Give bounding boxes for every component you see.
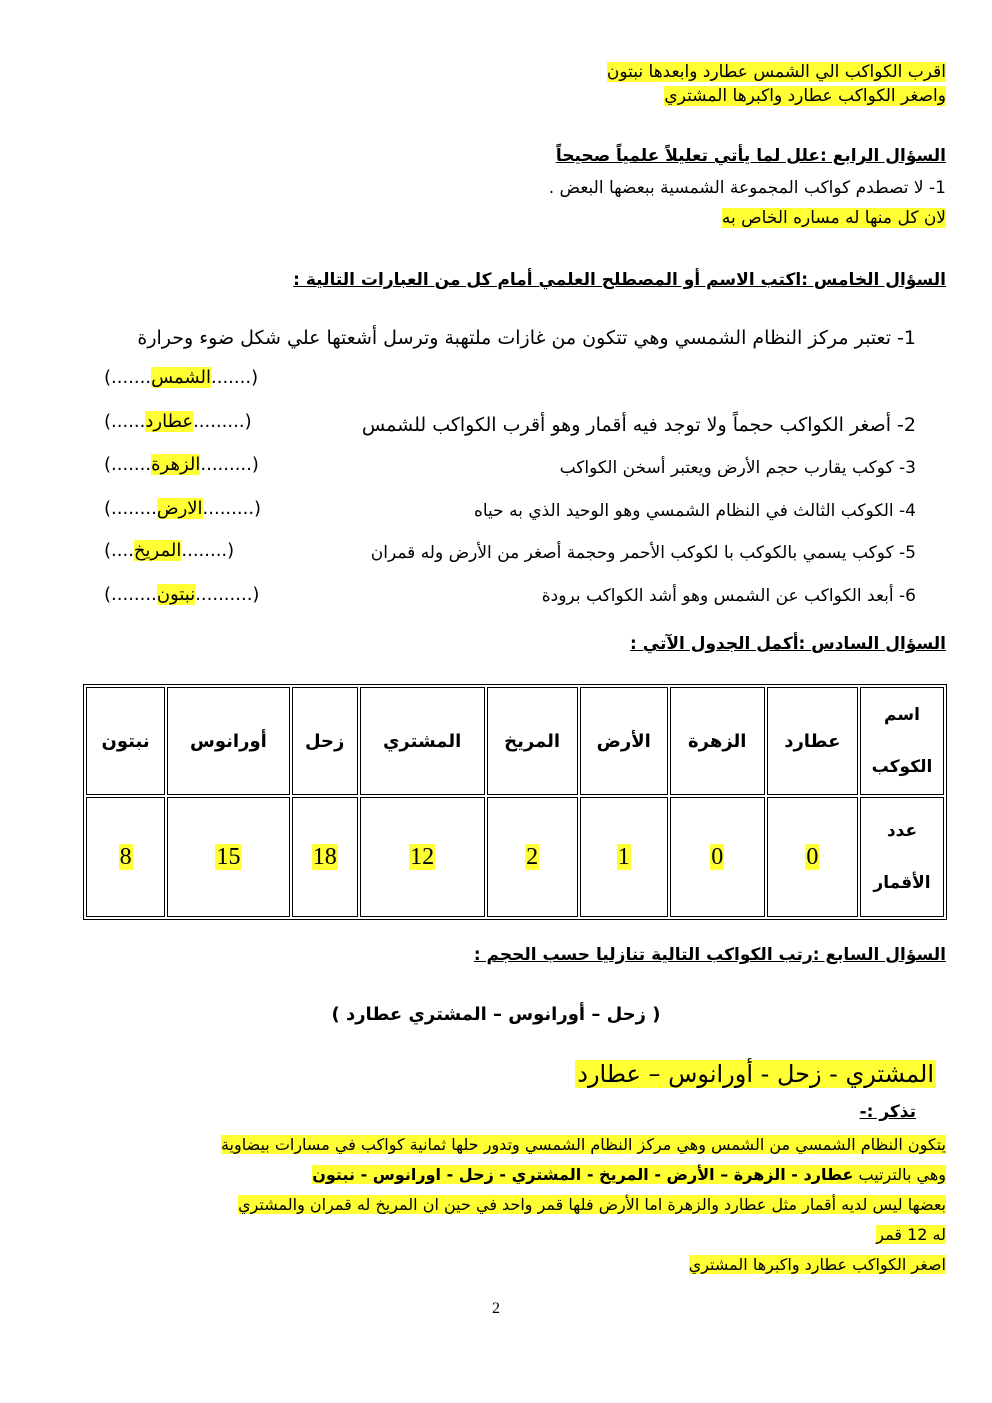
remember-heading: تذكر :-	[859, 1102, 916, 1122]
q5-item-5-text: 5- كوكب يسمي بالكوكب با لكوكب الأحمر وحجمة أصغر من الأرض وله قمران	[370, 543, 916, 563]
remember-line-3: بعضها ليس لديه أقمار مثل عطارد والزهرة اما الأرض فلها قمر واحد في حين ان المريخ له قمران والمشتري	[238, 1195, 946, 1214]
moon-count-cell: 18	[292, 797, 358, 917]
q5-item-6-answer: (........نبتون..........)	[104, 584, 260, 605]
planet-cell: عطارد	[767, 687, 858, 795]
q5-answer-6: نبتون	[156, 584, 196, 605]
q5-answer-2: عطارد	[145, 411, 194, 432]
q5-answer-3: الزهرة	[151, 454, 201, 475]
planet-cell: المشتري	[360, 687, 485, 795]
q5-item-3-text: 3- كوكب يقارب حجم الأرض ويعتبر أسخن الكواكب	[559, 458, 916, 478]
moon-count-cell: 8	[86, 797, 165, 917]
table-row-moon-counts	[86, 797, 944, 917]
intro-line-2	[607, 84, 946, 108]
planet-cell: زحل	[292, 687, 358, 795]
moon-count-cell: 2	[487, 797, 578, 917]
planet-cell: المريخ	[487, 687, 578, 795]
q7-heading: السؤال السابع :رتب الكواكب التالية تنازليا حسب الحجم :	[473, 945, 946, 965]
q5-answer-4: الارض	[156, 498, 203, 519]
row-header-planet: اسم الكوكب	[860, 687, 944, 795]
q4-answer-line	[722, 206, 946, 230]
intro-block	[607, 60, 946, 108]
intro-line-1-text: اقرب الكواكب الي الشمس عطارد وابعدها نبتون	[606, 62, 946, 82]
q4-item: 1- لا تصطدم كواكب المجموعة الشمسية ببعضها البعض .	[548, 178, 946, 198]
q5-item-2-answer: (......عطارد.........)	[104, 411, 252, 432]
q5-item-4-text: 4- الكوكب الثالث في النظام الشمسي وهو الوحيد الذي به حياه	[473, 501, 916, 521]
q4-answer: لان كل منها له مساره الخاص به	[721, 208, 946, 228]
q5-answer-5: المريخ	[133, 540, 182, 561]
remember-line-4: له 12 قمر	[876, 1225, 946, 1244]
moon-count-cell: 0	[670, 797, 765, 917]
remember-line-5: اصغر الكواكب عطارد واكبرها المشتري	[688, 1255, 946, 1274]
remember-line-1: يتكون النظام الشمسي من الشمس وهي مركز النظام الشمسي وتدور حلها ثمانية كواكب في مسارات بيضاوية	[220, 1135, 946, 1154]
planet-cell: نبتون	[86, 687, 165, 795]
moon-count-cell: 0	[767, 797, 858, 917]
q5-item-1-answer: (.......الشمس.......)	[104, 367, 259, 388]
q7-answer-line	[575, 1057, 936, 1091]
remember-line-2: وهي بالترتيب عطارد - الزهرة – الأرض - المريخ - المشتري - زحل - اورانوس - نبتون	[312, 1165, 946, 1184]
planets-table	[83, 684, 947, 920]
q5-item-1-text: 1- تعتبر مركز النظام الشمسي وهي تتكون من غازات ملتهبة وترسل أشعتها علي شكل ضوء وحرارة	[137, 327, 916, 349]
intro-line-2-text: واصغر الكواكب عطارد واكبرها المشتري	[664, 86, 946, 106]
q7-answer: المشتري - زحل - أورانوس – عطارد	[577, 1060, 934, 1088]
row-header-moons: عدد الأقمار	[860, 797, 944, 917]
q5-item-4-answer: (........الارض.........)	[104, 498, 262, 519]
q5-item-6-text: 6- أبعد الكواكب عن الشمس وهو أشد الكواكب برودة	[541, 586, 916, 606]
q6-heading: السؤال السادس :أكمل الجدول الآتي :	[630, 634, 946, 654]
table-row-planet-names	[86, 687, 944, 795]
q5-heading: السؤال الخامس :اكتب الاسم أو المصطلح العلمي أمام كل من العبارات التالية :	[293, 270, 946, 290]
q5-answer-1: الشمس	[151, 367, 211, 388]
moon-count-cell: 12	[360, 797, 485, 917]
q5-item-5-answer: (....المريخ........)	[104, 540, 235, 561]
planet-cell: أورانوس	[167, 687, 290, 795]
q5-item-2-text: 2- أصغر الكواكب حجماً ولا توجد فيه أقمار وهو أقرب الكواكب للشمس	[361, 414, 916, 436]
intro-line-1	[607, 60, 946, 84]
q5-item-3-answer: (.......الزهرة.........)	[104, 454, 259, 475]
moon-count-cell: 15	[167, 797, 290, 917]
q4-heading: السؤال الرابع :علل لما يأتي تعليلاً علمياً صحيحاً	[555, 146, 946, 166]
planet-cell: الزهرة	[670, 687, 765, 795]
planet-cell: الأرض	[580, 687, 668, 795]
page-number: 2	[492, 1300, 500, 1317]
moon-count-cell: 1	[580, 797, 668, 917]
q7-given-planets: ( زحل – أورانوس – المشتري عطارد )	[331, 1004, 661, 1025]
remember-block	[46, 1130, 946, 1280]
